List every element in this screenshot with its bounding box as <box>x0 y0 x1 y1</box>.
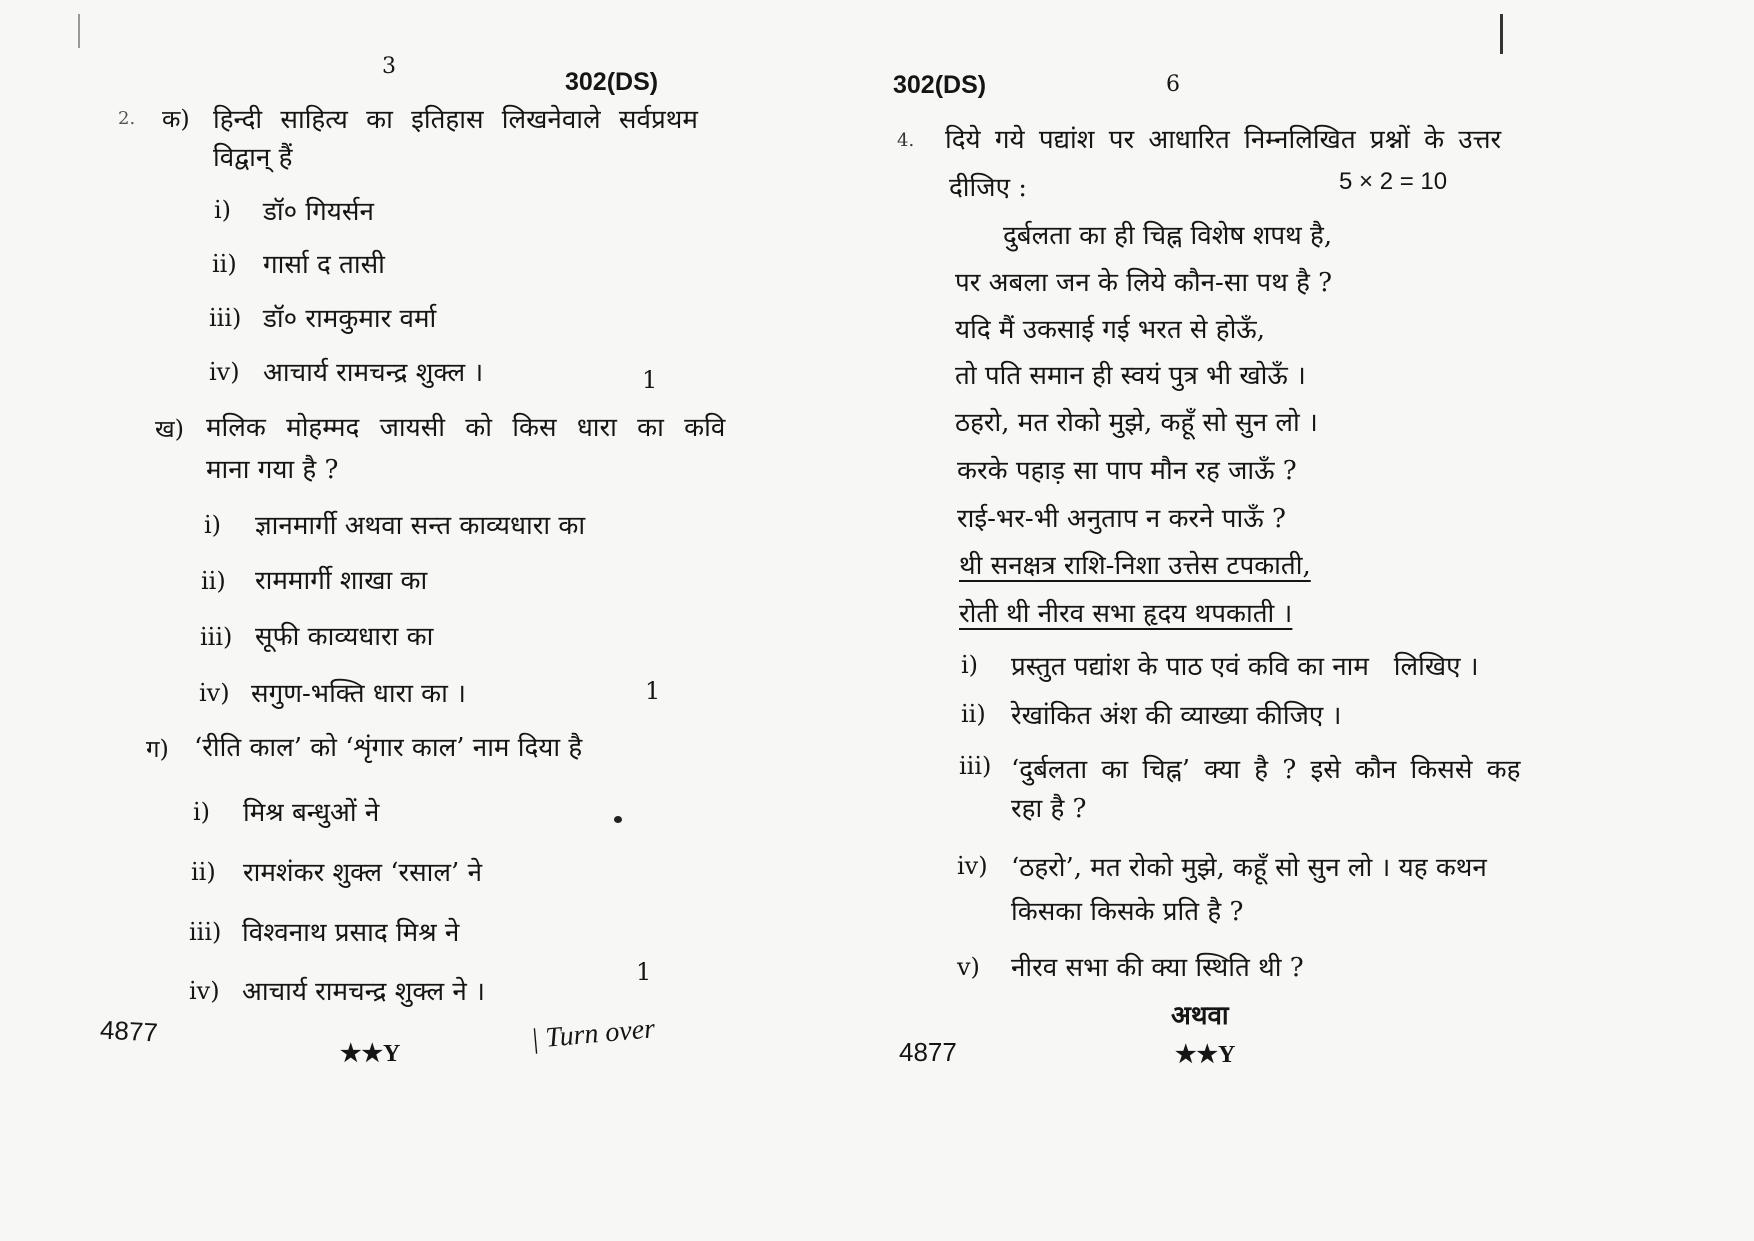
option-label: iv) <box>199 679 230 707</box>
option-label: ii) <box>201 567 226 595</box>
subquestion-text: किसका किसके प्रति है ? <box>1011 897 1244 927</box>
marks: 1 <box>645 677 661 705</box>
question-label: ख) <box>155 415 184 443</box>
subquestion-text: प्रस्तुत पद्यांश के पाठ एवं कवि का नाम लिखिए । <box>1011 652 1479 682</box>
subquestion-label: iv) <box>957 852 988 880</box>
option-label: i) <box>193 798 211 826</box>
question-number: 2. <box>118 108 136 129</box>
option-label: iii) <box>200 623 233 651</box>
poem-line: ठहरो, मत रोको मुझे, कहूँ सो सुन लो । <box>955 408 1318 438</box>
paper-code: 302(DS) <box>893 71 987 99</box>
option-text: डॉ० गियर्सन <box>263 197 374 227</box>
page-number: 6 <box>1166 72 1180 97</box>
option-label: ii) <box>191 858 216 886</box>
option-label: iv) <box>189 977 220 1005</box>
option-text: सूफी काव्यधारा का <box>255 622 434 652</box>
subquestion-text: रहा है ? <box>1011 794 1087 824</box>
subquestion-label: ii) <box>961 700 986 728</box>
option-text: डॉ० रामकुमार वर्मा <box>263 304 437 334</box>
option-text: गार्सा द तासी <box>263 250 385 280</box>
marks: 5 × 2 = 10 <box>1339 168 1448 195</box>
poem-line: तो पति समान ही स्वयं पुत्र भी खोऊँ । <box>955 361 1306 391</box>
poem-line: पर अबला जन के लिये कौन-सा पथ है ? <box>955 268 1333 298</box>
option-label: i) <box>204 511 222 539</box>
footer-stars: ★★Y <box>1175 1042 1236 1068</box>
right-page <box>877 0 1754 1241</box>
question-text: मलिक मोहम्मद जायसी को किस धारा का कवि <box>206 413 726 443</box>
subquestion-label: v) <box>957 953 980 981</box>
athava-label: अथवा <box>1171 1001 1229 1031</box>
footer-code: 4877 <box>899 1037 957 1067</box>
option-text: रामशंकर शुक्ल ‘रसाल’ ने <box>243 858 483 888</box>
option-text: मिश्र बन्धुओं ने <box>243 798 380 828</box>
option-text: ज्ञानमार्गी अथवा सन्त काव्यधारा का <box>255 511 586 541</box>
option-label: iv) <box>209 358 240 386</box>
question-text: विद्वान् हैं <box>213 143 293 173</box>
option-text: विश्वनाथ प्रसाद मिश्र ने <box>242 918 460 948</box>
instruction-text: दीजिए : <box>949 173 1027 203</box>
poem-line: यदि मैं उकसाई गई भरत से होऊँ, <box>955 315 1265 345</box>
paper-code: 302(DS) <box>565 68 659 96</box>
footer-stars: ★★Y <box>340 1041 401 1067</box>
option-label: iii) <box>209 304 242 332</box>
option-text: आचार्य रामचन्द्र शुक्ल ने । <box>242 977 485 1007</box>
subquestion-label: i) <box>961 651 979 679</box>
question-text: माना गया है ? <box>206 455 339 485</box>
marks: 1 <box>642 366 658 394</box>
option-text: सगुण-भक्ति धारा का । <box>251 679 467 709</box>
page-number: 3 <box>382 54 396 79</box>
subquestion-label: iii) <box>959 752 992 780</box>
subquestion-text: ‘ठहरो’, मत रोको मुझे, कहूँ सो सुन लो । यह कथन <box>1011 853 1487 883</box>
question-label: क) <box>162 105 190 133</box>
turn-over: | Turn over <box>529 1013 657 1055</box>
poem-line: दुर्बलता का ही चिह्न विशेष शपथ है, <box>1003 221 1333 251</box>
underlined-poem-line: थी सनक्षत्र राशि-निशा उत्तेस टपकाती, <box>959 551 1311 581</box>
question-text: हिन्दी साहित्य का इतिहास लिखनेवाले सर्वप्रथम <box>213 105 698 135</box>
option-text: राममार्गी शाखा का <box>255 566 428 596</box>
option-label: i) <box>214 196 232 224</box>
option-text: आचार्य रामचन्द्र शुक्ल । <box>263 358 484 388</box>
question-text: ‘रीति काल’ को ‘शृंगार काल’ नाम दिया है <box>194 733 583 763</box>
subquestion-text: नीरव सभा की क्या स्थिति थी ? <box>1011 953 1304 983</box>
poem-line: करके पहाड़ सा पाप मौन रह जाऊँ ? <box>957 456 1297 486</box>
question-label: ग) <box>146 735 169 763</box>
question-number: 4. <box>897 130 915 151</box>
subquestion-text: रेखांकित अंश की व्याख्या कीजिए । <box>1011 701 1342 731</box>
option-label: iii) <box>189 918 222 946</box>
option-label: ii) <box>212 250 237 278</box>
underlined-poem-line: रोती थी नीरव सभा हृदय थपकाती । <box>959 599 1293 629</box>
marks: 1 <box>636 958 652 986</box>
instruction-text: दिये गये पद्यांश पर आधारित निम्नलिखित प्रश्नों के उत्तर <box>945 125 1502 155</box>
poem-line: राई-भर-भी अनुताप न करने पाऊँ ? <box>957 504 1286 534</box>
footer-code: 4877 <box>99 1014 159 1048</box>
subquestion-text: ‘दुर्बलता का चिह्न’ क्या है ? इसे कौन किससे कह <box>1011 755 1521 785</box>
